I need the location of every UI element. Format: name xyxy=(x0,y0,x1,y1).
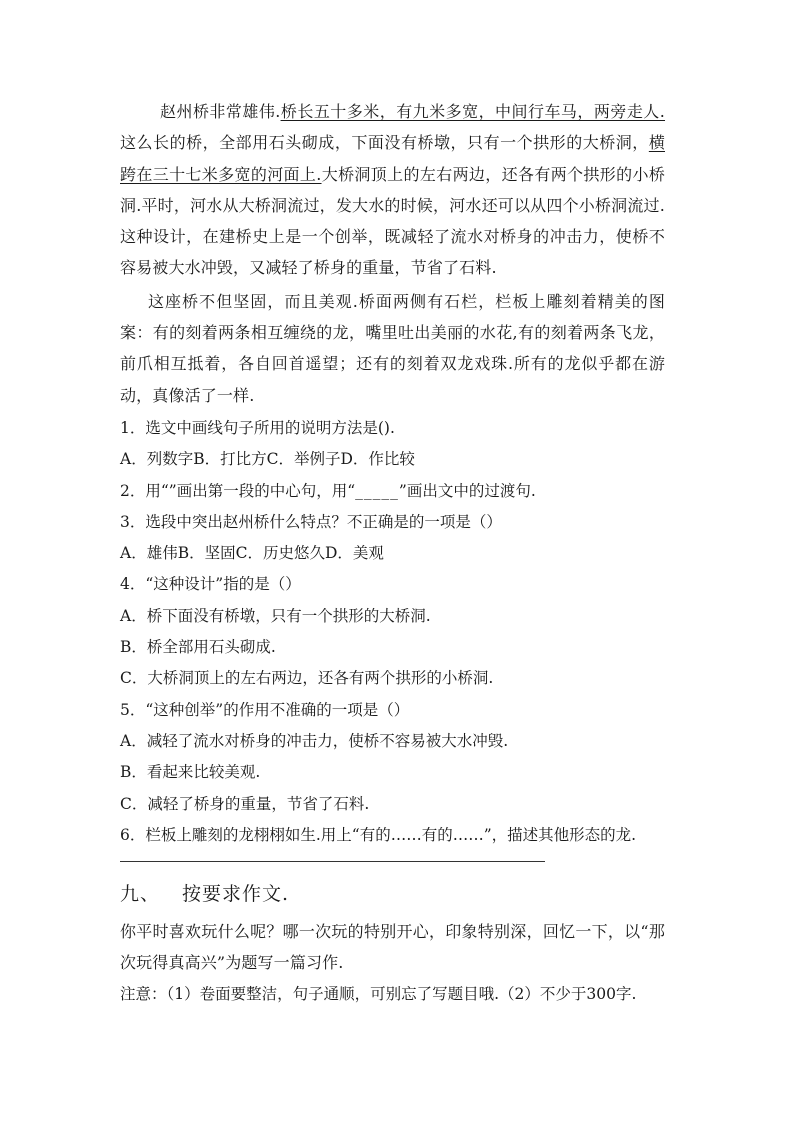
question-4: 4．“这种设计”指的是（） xyxy=(120,575,301,594)
answer-blank: _____ xyxy=(355,481,399,500)
question-4-option-b: B．桥全部用石头砌成. xyxy=(120,638,276,657)
question-3: 3．选段中突出赵州桥什么特点？不正确是的一项是（） xyxy=(120,512,502,531)
passage-paragraph-1 xyxy=(120,96,665,284)
section-title: 按要求作文. xyxy=(182,883,290,906)
underlined-sentence-1: 桥长五十多米，有九米多宽，中间行车马，两旁走人. xyxy=(280,102,666,121)
question-5: 5．“这种创举”的作用不准确的一项是（） xyxy=(120,700,410,719)
essay-note: 注意：（1）卷面要整洁，句子通顺，可别忘了写题目哦.（2）不少于300字. xyxy=(120,984,637,1003)
essay-prompt: 你平时喜欢玩什么呢？哪一次玩的特别开心，印象特别深，回忆一下，以“那次玩得真高兴”为题写一篇习作. xyxy=(120,922,665,973)
answer-line xyxy=(120,861,545,862)
passage-paragraph-2: 这座桥不但坚固，而且美观.桥面两侧有石栏，栏板上雕刻着精美的图案：有的刻着两条相互缠绕的龙，嘴里吐出美丽的水花,有的刻着两条飞龙，前爪相互抵着，各自回首遥望；还有的刻着双龙戏珠.所有的龙似乎都在游动，真像活了一样. xyxy=(120,291,665,405)
passage-sentence: 大桥洞顶上的左右两边，还各有两个拱形的小桥洞.平时，河水从大桥洞流过，发大水的时候，河水还可以从四个小桥洞流过.这种设计，在建桥史上是一个创举，既减轻了流水对桥身的冲击力，使桥不容易被大水冲毁，又减轻了桥身的重量，节省了石料. xyxy=(120,164,665,278)
question-4-option-c: C．大桥洞顶上的左右两边，还各有两个拱形的小桥洞. xyxy=(120,669,494,688)
question-5-option-a: A．减轻了流水对桥身的冲击力，使桥不容易被大水冲毁. xyxy=(120,731,509,750)
underlined-sentence-2: 横跨在三十七米多宽的河面上. xyxy=(120,133,665,184)
question-2: 2．用“”画出第一段的中心句，用“_____”画出文中的过渡句. xyxy=(120,481,536,500)
section-9-heading xyxy=(120,874,665,914)
question-1: 1．选文中画线句子所用的说明方法是(). xyxy=(120,418,395,437)
question-list xyxy=(120,413,665,851)
passage-sentence: 这么长的桥，全部用石头砌成，下面没有桥墩，只有一个拱形的大桥洞， xyxy=(120,133,649,153)
question-5-option-c: C．减轻了桥身的重量，节省了石料. xyxy=(120,794,370,813)
question-4-option-a: A．桥下面没有桥墩，只有一个拱形的大桥洞. xyxy=(120,606,431,625)
worksheet-page xyxy=(120,96,665,1010)
question-1-options: A．列数字B．打比方C．举例子D．作比较 xyxy=(120,450,415,469)
question-6: 6．栏板上雕刻的龙栩栩如生.用上“有的……有的……”，描述其他形态的龙. xyxy=(120,825,637,844)
question-3-options: A．雄伟B．坚固C．历史悠久D．美观 xyxy=(120,544,384,563)
section-number: 九、 xyxy=(120,883,161,906)
question-5-option-b: B．看起来比较美观. xyxy=(120,763,261,782)
passage-sentence: 赵州桥非常雄伟. xyxy=(160,102,281,121)
